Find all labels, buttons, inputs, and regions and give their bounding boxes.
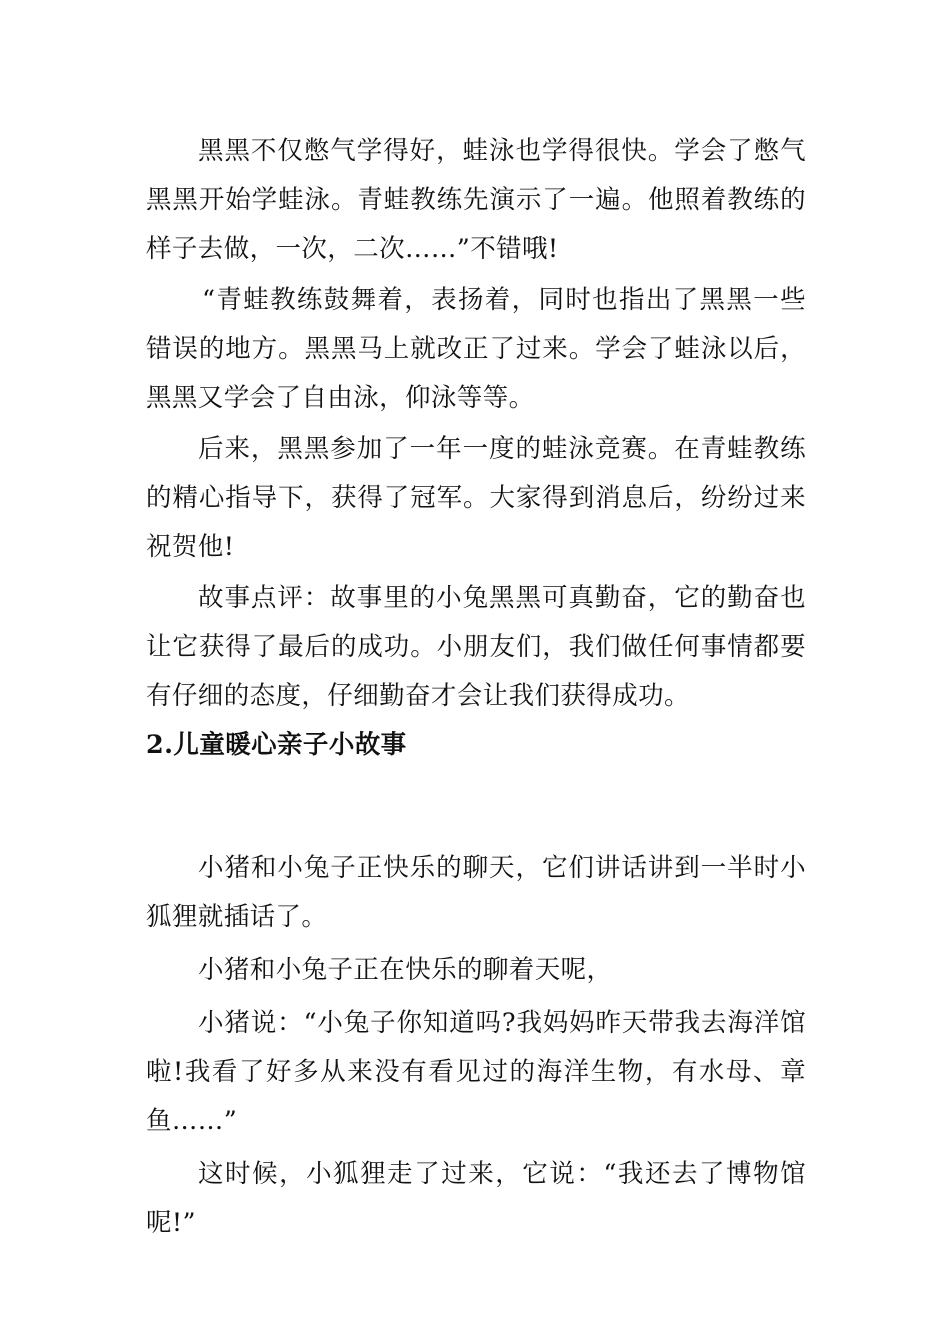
section-paragraph-2: 小猪和小兔子正在快乐的聊着天呢， bbox=[198, 955, 613, 985]
section-paragraph-3: 小猪说：“小兔子你知道吗?我妈妈昨天带我去海洋馆啦!我看了好多从来没有看见过的海洋生物，有水母、章鱼……” bbox=[146, 1008, 806, 1136]
section-spacer bbox=[146, 770, 806, 844]
story-review-paragraph: 故事点评：故事里的小兔黑黑可真勤奋，它的勤奋也让它获得了最后的成功。小朋友们，我们做任何事情都要有仔细的态度，仔细勤奋才会让我们获得成功。 bbox=[146, 583, 806, 711]
story-paragraph-2: “青蛙教练鼓舞着，表扬着，同时也指出了黑黑一些错误的地方。黑黑马上就改正了过来。学会了蛙泳以后，黑黑又学会了自由泳，仰泳等等。 bbox=[146, 285, 806, 413]
story-paragraph-3: 后来，黑黑参加了一年一度的蛙泳竞赛。在青蛙教练的精心指导下，获得了冠军。大家得到消息后，纷纷过来祝贺他! bbox=[146, 434, 806, 562]
section-paragraph-4: 这时候，小狐狸走了过来，它说：“我还去了博物馆呢!” bbox=[146, 1159, 806, 1238]
section-heading: 2.儿童暖心亲子小故事 bbox=[146, 730, 407, 760]
section-paragraph-1: 小猪和小兔子正快乐的聊天，它们讲话讲到一半时小狐狸就插话了。 bbox=[146, 853, 806, 932]
document-page bbox=[146, 127, 806, 1248]
story-paragraph-1: 黑黑不仅憋气学得好，蛙泳也学得很快。学会了憋气黑黑开始学蛙泳。青蛙教练先演示了一遍。他照着教练的样子去做，一次，二次……”不错哦! bbox=[146, 136, 806, 264]
